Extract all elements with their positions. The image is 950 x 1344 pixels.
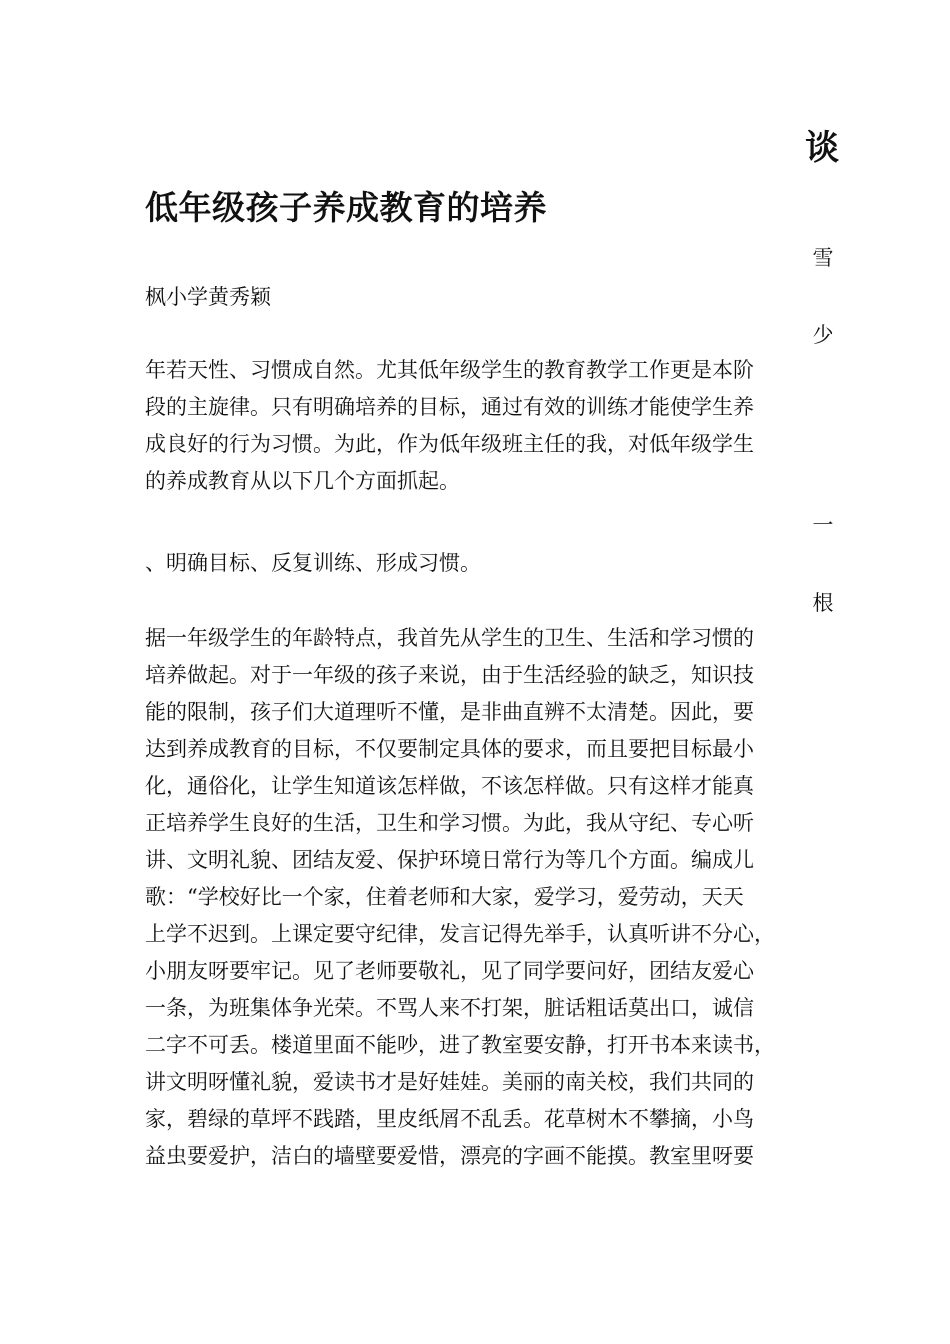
text-line: 据一年级学生的年龄特点，我首先从学生的卫生、生活和学习惯的	[145, 626, 754, 650]
author-line: 枫小学黄秀颖	[145, 285, 271, 309]
side-char: 雪	[812, 246, 834, 270]
side-char: 少	[812, 323, 834, 347]
text-line: 歌：“学校好比一个家，住着老师和大家，爱学习，爱劳动，天天	[145, 885, 744, 909]
text-line: 能的限制，孩子们大道理听不懂，是非曲直辨不太清楚。因此，要	[145, 700, 754, 724]
side-char: 谈	[805, 128, 839, 168]
text-line: 讲文明呀懂礼貌，爱读书才是好娃娃。美丽的南关校，我们共同的	[145, 1070, 754, 1094]
text-line: 的养成教育从以下几个方面抓起。	[145, 469, 460, 493]
text-line: 小朋友呀要牢记。见了老师要敬礼，见了同学要问好，团结友爱心	[145, 959, 754, 983]
text-line: 二字不可丢。楼道里面不能吵，进了教室要安静，打开书本来读书，	[145, 1033, 775, 1057]
text-line: 上学不迟到。上课定要守纪律，发言记得先举手，认真听讲不分心，	[145, 922, 775, 946]
text-line: 一条，为班集体争光荣。不骂人来不打架，脏话粗话莫出口，诚信	[145, 996, 754, 1020]
text-line: 讲、文明礼貌、团结友爱、保护环境日常行为等几个方面。编成儿	[145, 848, 754, 872]
text-line: 正培养学生良好的生活，卫生和学习惯。为此，我从守纪、专心听	[145, 811, 754, 835]
document-title: 低年级孩子养成教育的培养	[145, 188, 547, 227]
body-paragraph	[145, 620, 795, 1175]
text-line: 培养做起。对于一年级的孩子来说，由于生活经验的缺乏，知识技	[145, 663, 754, 687]
side-char: 根	[812, 591, 834, 615]
text-line: 段的主旋律。只有明确培养的目标，通过有效的训练才能使学生养	[145, 395, 754, 419]
section-heading	[145, 545, 795, 582]
text-line: 益虫要爱护，洁白的墙壁要爱惜，漂亮的字画不能摸。教室里呀要	[145, 1144, 754, 1168]
section-heading-text: 、明确目标、反复训练、形成习惯。	[145, 551, 481, 575]
text-line: 成良好的行为习惯。为此，作为低年级班主任的我，对低年级学生	[145, 432, 754, 456]
text-line: 达到养成教育的目标，不仅要制定具体的要求，而且要把目标最小	[145, 737, 754, 761]
intro-paragraph	[145, 352, 795, 500]
text-line: 化，通俗化，让学生知道该怎样做，不该怎样做。只有这样才能真	[145, 774, 754, 798]
text-line: 家，碧绿的草坪不践踏，里皮纸屑不乱丢。花草树木不攀摘，小鸟	[145, 1107, 754, 1131]
text-line: 年若天性、习惯成自然。尤其低年级学生的教育教学工作更是本阶	[145, 358, 754, 382]
side-char: 一	[812, 513, 834, 537]
